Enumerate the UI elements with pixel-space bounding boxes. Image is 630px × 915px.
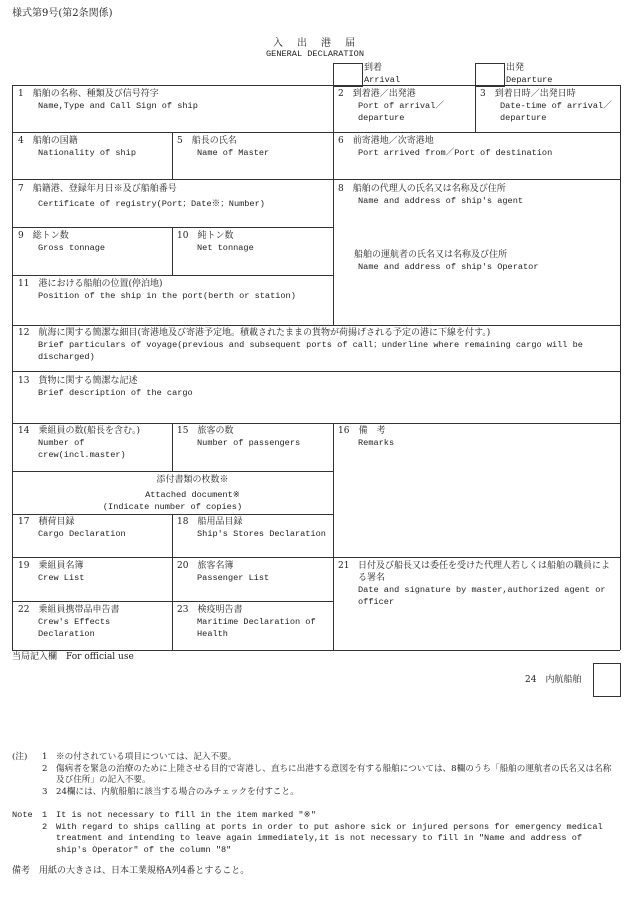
domestic-vessel-checkbox[interactable] [593,663,621,697]
field-13[interactable]: 13 貨物に関する簡潔な記述 Brief description of the cargo [18,376,193,398]
page-subtitle: GENERAL DECLARATION [266,49,364,59]
departure-label: 出発 Departure [506,63,553,85]
departure-checkbox[interactable] [475,63,505,87]
field-22[interactable]: 22 乗組員携帯品申告書 Crew's Effects Declaration [18,605,120,639]
field-18[interactable]: 18 船用品目録 Ship's Stores Declaration [177,517,326,539]
field-14[interactable]: 14 乗組員の数(船長を含む。) Number of crew(incl.master) [18,426,140,460]
field-1[interactable]: 1 船舶の名称、種類及び信号符字 Name,Type and Call Sign of ship [18,89,198,111]
field-2[interactable]: 2 到着港／出発港 Port of arrival／departure [338,89,444,123]
field-3[interactable]: 3 到着日時／出発日時 Date-time of arrival／departure [480,89,612,123]
field-11[interactable]: 11 港における船舶の位置(停泊地) Position of the ship in the port(berth or station) [18,279,296,301]
field-4[interactable]: 4 船舶の国籍 Nationality of ship [18,136,136,158]
field-24-label: 24 内航船舶 [525,675,582,685]
arrival-checkbox[interactable] [333,63,363,87]
field-5[interactable]: 5 船長の氏名 Name of Master [177,136,270,158]
field-19[interactable]: 19 乗組員名簿 Crew List [18,561,85,583]
notes-japanese: (注) 1 ※の付されている項目については、記入不要。 2 傷病者を緊急の治療のために上陸させる目的で寄港し、直ちに出港する意図を有する船舶については、8欄のうち「船舶の運航者の氏名又は名称及び住所」の記入不要。 3 24欄には、内航船舶に該当する場合のみチェックを付すこと。 [12,752,612,797]
field-20[interactable]: 20 旅客名簿 Passenger List [177,561,270,583]
page-title: 入 出 港 届 [273,38,357,49]
field-6[interactable]: 6 前寄港地／次寄港地 Port arrived from／Port of destination [338,136,553,158]
attached-documents: 添付書類の枚数※ Attached document※ (Indicate number of copies) [102,475,243,512]
official-use-label: 当局記入欄 For official use [12,652,134,662]
field-8[interactable]: 8 船舶の代理人の氏名又は名称及び住所 Name and address of ship's agent 船舶の運航者の氏名又は名称及び住所 Name and address of ship's Operator [338,184,539,272]
paper-size-remark: 備考 用紙の大きさは、日本工業規格A列4番とすること。 [12,866,250,876]
field-12[interactable]: 12 航海に関する簡潔な細目(寄港地及び寄港予定地。積載されたままの貨物が荷揚げされる予定の港に下線を付す。) Brief particulars of voyage(previous and subsequent ports of call；underline where remaining cargo will be discharged) [18,328,583,362]
notes-english: Note 1 It is not necessary to fill in the item marked "※" 2 With regard to ships calling at ports in order to put ashore sick or injured persons for emergency medical treatment and intending to leave again immediately,it is not necessary to fill in "Name and address of ship's Operator" of the column "8" [12,810,603,855]
field-15[interactable]: 15 旅客の数 Number of passengers [177,426,301,448]
field-23[interactable]: 23 検疫明告書 Maritime Declaration of Health [177,605,316,639]
field-7[interactable]: 7 船籍港、登録年月日※及び船舶番号 Certificate of registry(Port；Date※；Number) [18,184,265,209]
field-9[interactable]: 9 総トン数 Gross tonnage [18,231,106,253]
form-number: 様式第9号(第2条関係) [12,8,113,19]
field-17[interactable]: 17 積荷目録 Cargo Declaration [18,517,126,539]
arrival-label: 到着 Arrival [364,63,401,85]
field-16[interactable]: 16 備 考 Remarks [338,426,395,448]
field-21[interactable]: 21 日付及び船長又は委任を受けた代理人若しくは船舶の職員による署名 Date and signature by master,authorized agent or officer [338,561,611,607]
field-10[interactable]: 10 純トン数 Net tonnage [177,231,254,253]
